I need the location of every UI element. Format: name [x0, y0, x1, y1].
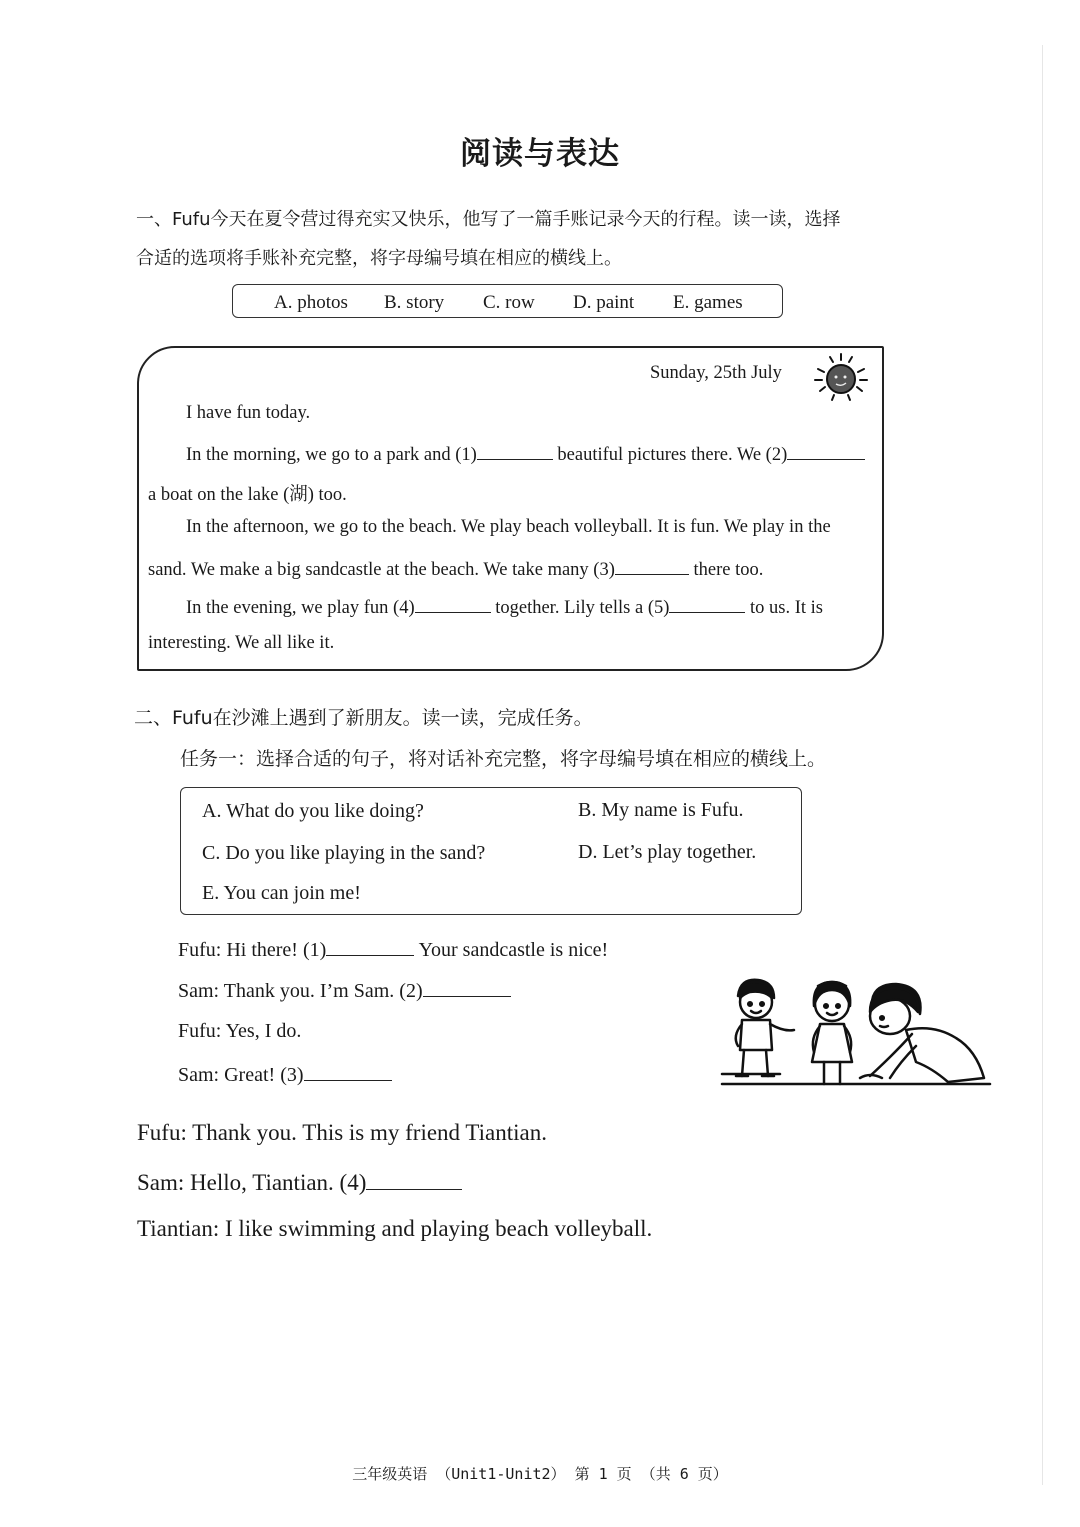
dialogue-line5: Fufu: Thank you. This is my friend Tiantian. [137, 1120, 547, 1145]
page-edge-line [1042, 45, 1043, 1485]
dialogue-line6-text: Sam: Hello, Tiantian. (4) [137, 1170, 367, 1195]
sentence-a: A. What do you like doing? [202, 800, 424, 822]
diary-line5a: sand. We make a big sandcastle at the beach. We take many (3) [148, 560, 615, 580]
sun-icon [810, 352, 872, 408]
part1-instruction-line1: 一、Fufu今天在夏令营过得充实又快乐，他写了一篇手账记录今天的行程。读一读，选择 [136, 209, 841, 230]
dialogue-line2-text: Sam: Thank you. I’m Sam. (2) [178, 980, 423, 1002]
sentence-d: D. Let’s play together. [578, 841, 757, 863]
dialogue-line6 [137, 1169, 462, 1196]
diary-line5 [148, 556, 763, 581]
sentence-b: B. My name is Fufu. [578, 799, 744, 821]
diary-line3: a boat on the lake (湖) too. [148, 485, 347, 505]
part1-instruction-line2: 合适的选项将手账补充完整，将字母编号填在相应的横线上。 [136, 248, 622, 269]
dialogue-line4-text: Sam: Great! (3) [178, 1064, 304, 1086]
diary-line2 [186, 441, 865, 466]
diary-line6 [186, 594, 823, 619]
diary-line2b: beautiful pictures there. We (2) [557, 445, 788, 465]
diary-line4: In the afternoon, we go to the beach. We play beach volleyball. It is fun. We play in the [186, 517, 831, 537]
page-footer: 三年级英语 （Unit1-Unit2） 第 1 页 （共 6 页） [352, 1465, 728, 1483]
diary-line1: I have fun today. [186, 403, 311, 423]
blank-4[interactable] [415, 594, 491, 613]
option-a: A. photos [274, 292, 348, 313]
diary-line6c: to us. It is [750, 598, 824, 618]
diary-line6b: together. Lily tells a (5) [495, 598, 670, 618]
option-d: D. paint [573, 292, 635, 313]
blank-2[interactable] [787, 441, 865, 460]
option-c: C. row [483, 292, 535, 313]
dialogue-blank-2[interactable] [423, 978, 511, 997]
blank-1[interactable] [477, 441, 553, 460]
dialogue-line1 [178, 937, 608, 962]
dialogue-line2 [178, 978, 511, 1003]
dialogue-line4 [178, 1062, 392, 1087]
sentence-c: C. Do you like playing in the sand? [202, 842, 486, 864]
dialogue-blank-1[interactable] [326, 937, 414, 956]
dialogue-blank-3[interactable] [304, 1062, 392, 1081]
dialogue-line3: Fufu: Yes, I do. [178, 1020, 302, 1042]
blank-3[interactable] [615, 556, 689, 575]
part2-instruction: 二、Fufu在沙滩上遇到了新朋友。读一读，完成任务。 [134, 707, 593, 729]
blank-5[interactable] [669, 594, 745, 613]
option-e: E. games [673, 292, 743, 313]
diary-date: Sunday, 25th July [650, 363, 782, 383]
option-b: B. story [384, 292, 445, 313]
part2-task1: 任务一：选择合适的句子，将对话补充完整，将字母编号填在相应的横线上。 [180, 748, 827, 770]
diary-line2a: In the morning, we go to a park and (1) [186, 445, 477, 465]
dialogue-line1a: Fufu: Hi there! (1) [178, 939, 327, 961]
page-title: 阅读与表达 [460, 136, 620, 172]
children-illustration [720, 972, 995, 1092]
diary-box [137, 346, 884, 671]
diary-line6a: In the evening, we play fun (4) [186, 598, 415, 618]
diary-line7: interesting. We all like it. [148, 633, 335, 653]
dialogue-line7: Tiantian: I like swimming and playing beach volleyball. [137, 1216, 653, 1241]
sentence-e: E. You can join me! [202, 882, 361, 904]
dialogue-line1b: Your sandcastle is nice! [418, 939, 609, 961]
diary-line5b: there too. [693, 560, 764, 580]
dialogue-blank-4[interactable] [366, 1169, 462, 1190]
